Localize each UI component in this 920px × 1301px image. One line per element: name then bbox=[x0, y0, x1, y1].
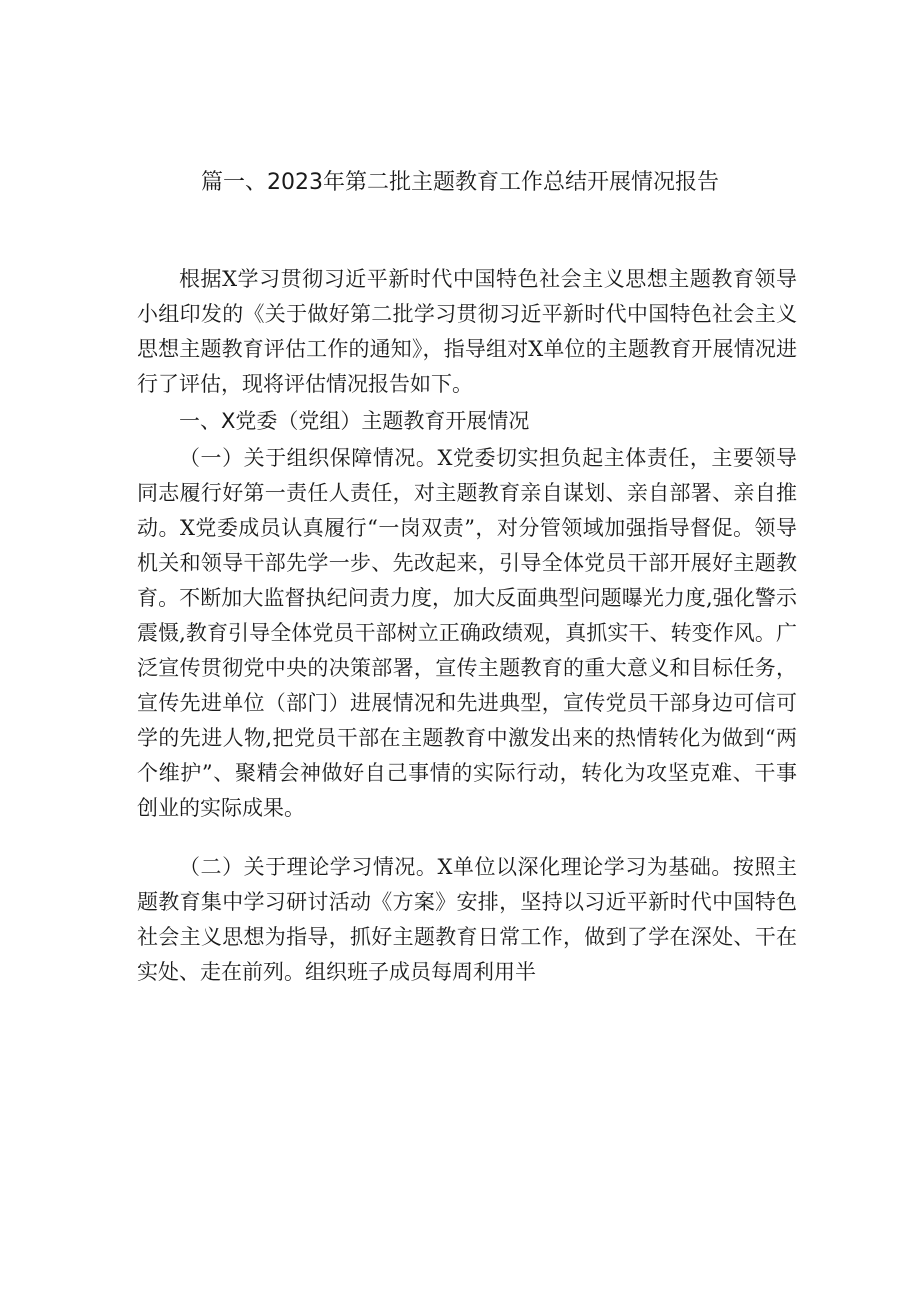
document-title: 篇一、2023年第二批主题教育工作总结开展情况报告 bbox=[201, 170, 719, 195]
document-body bbox=[137, 262, 797, 990]
section-heading: 一、X党委（党组）主题教育开展情况 bbox=[179, 409, 530, 433]
paragraph-organization: （一）关于组织保障情况。X党委切实担负起主体责任，主要领导同志履行好第一责任人责任，对主题教育亲自谋划、亲自部署、亲自推动。X党委成员认真履行“一岗双责”，对分管领域加强指导督促。领导机关和领导干部先学一步、先改起来，引导全体党员干部开展好主题教育。不断加大监督执纪问责力度，加大反面典型问题曝光力度,强化警示震慑,教育引导全体党员干部树立正确政绩观，真抓实干、转变作风。广泛宣传贯彻党中央的决策部署，宣传主题教育的重大意义和目标任务，宣传先进单位（部门）进展情况和先进典型，宣传党员干部身边可信可学的先进人物,把党员干部在主题教育中激发出来的热情转化为做到“两个维护”、聚精会神做好自己事情的实际行动，转化为攻坚克难、干事创业的实际成果。 bbox=[137, 446, 797, 820]
paragraph-theory-study: （二）关于理论学习情况。X单位以深化理论学习为基础。按照主题教育集中学习研讨活动《方案》安排，坚持以习近平新时代中国特色社会主义思想为指导，抓好主题教育日常工作，做到了学在深处、干在实处、走在前列。组织班子成员每周利用半 bbox=[137, 855, 797, 984]
intro-paragraph: 根据X学习贯彻习近平新时代中国特色社会主义思想主题教育领导小组印发的《关于做好第二批学习贯彻习近平新时代中国特色社会主义思想主题教育评估工作的通知》，指导组对X单位的主题教育开展情况进行了评估，现将评估情况报告如下。 bbox=[137, 267, 797, 396]
